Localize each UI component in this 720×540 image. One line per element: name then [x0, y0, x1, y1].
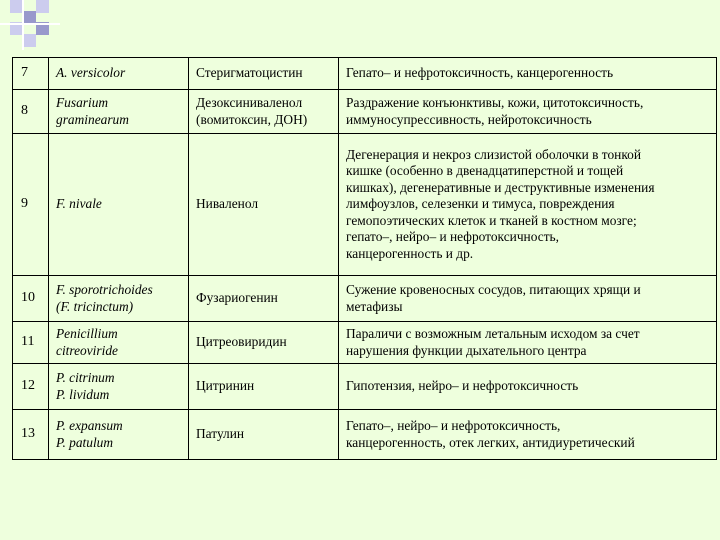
row-number: 10: [13, 276, 49, 322]
species-cell-line: Penicillium: [56, 326, 118, 341]
toxin-cell-line: (вомитоксин, ДОН): [196, 111, 308, 127]
row-number: 12: [13, 364, 49, 410]
effects-cell-line: Дегенерация и некроз слизистой оболочки в тонкой: [346, 146, 642, 162]
effects-cell: [339, 322, 717, 364]
effects-cell: [339, 58, 717, 90]
toxin-cell-line: Ниваленол: [196, 196, 259, 212]
table-row: [13, 90, 717, 134]
effects-cell-line: канцерогенность и др.: [346, 245, 474, 261]
effects-cell-line: кишках), дегенеративные и деструктивные изменения: [346, 179, 655, 195]
toxin-cell: [189, 134, 339, 276]
deco-square-light: [36, 0, 49, 13]
effects-cell-line: Гепато– и нефротоксичность, канцерогенность: [346, 65, 614, 81]
species-cell-line: graminearum: [56, 111, 129, 127]
effects-cell: [339, 364, 717, 410]
effects-cell: [339, 276, 717, 322]
effects-cell-line: лимфоузлов, селезенки и тимуса, повреждения: [346, 196, 615, 212]
row-number: 7: [13, 58, 49, 90]
toxin-cell: [189, 276, 339, 322]
species-cell: [49, 58, 189, 90]
species-cell: [49, 322, 189, 364]
table-row: [13, 276, 717, 322]
species-cell: [49, 364, 189, 410]
effects-cell-line: Сужение кровеносных сосудов, питающих хрящи и: [346, 282, 641, 297]
corner-decoration: [0, 0, 60, 50]
deco-square-light: [23, 34, 36, 47]
species-cell: [49, 134, 189, 276]
effects-cell-line: иммуносупрессивность, нейротоксичность: [346, 111, 592, 127]
species-cell-line: P. patulum: [56, 434, 114, 450]
table-row: [13, 322, 717, 364]
row-number: 8: [13, 90, 49, 134]
effects-cell-line: нарушения функции дыхательного центра: [346, 342, 587, 358]
toxin-cell: [189, 322, 339, 364]
toxin-cell-line: Цитринин: [196, 378, 255, 394]
toxin-cell-line: Патулин: [196, 426, 245, 442]
toxin-cell-line: Стеригматоцистин: [196, 65, 303, 81]
toxin-cell-line: Фузариогенин: [196, 290, 278, 306]
effects-cell-line: канцерогенность, отек легких, антидиуретический: [346, 434, 635, 450]
effects-cell-line: кишке (особенно в двенадцатиперстной и тощей: [346, 163, 624, 179]
toxin-cell: [189, 90, 339, 134]
effects-cell: [339, 134, 717, 276]
table-row: [13, 410, 717, 460]
toxin-cell-line: Дезоксиниваленол: [196, 95, 303, 110]
toxin-cell: [189, 410, 339, 460]
mycotoxin-table-body: [13, 58, 717, 460]
effects-cell: [339, 90, 717, 134]
table-row: [13, 134, 717, 276]
species-cell-line: F. nivale: [56, 196, 102, 212]
species-cell: [49, 410, 189, 460]
species-cell: [49, 90, 189, 134]
effects-cell-line: гемопоэтических клеток и тканей в костном мозге;: [346, 212, 637, 228]
table-row: [13, 58, 717, 90]
toxin-cell: [189, 58, 339, 90]
species-cell-line: P. citrinum: [56, 370, 115, 385]
effects-cell-line: Параличи с возможным летальным исходом за счет: [346, 326, 640, 341]
effects-cell-line: Гепато–, нейро– и нефротоксичность,: [346, 418, 561, 433]
effects-cell: [339, 410, 717, 460]
toxin-cell: [189, 364, 339, 410]
deco-line-horizontal: [0, 23, 60, 25]
row-number: 9: [13, 134, 49, 276]
deco-line-vertical: [22, 0, 24, 50]
effects-cell-line: Гипотензия, нейро– и нефротоксичность: [346, 378, 579, 394]
row-number: 11: [13, 322, 49, 364]
species-cell-line: citreoviride: [56, 342, 118, 358]
toxin-cell-line: Цитреовиридин: [196, 334, 287, 350]
row-number: 13: [13, 410, 49, 460]
species-cell-line: Fusarium: [56, 95, 109, 110]
species-cell: [49, 276, 189, 322]
species-cell-line: (F. tricinctum): [56, 298, 134, 314]
effects-cell-line: Раздражение конъюнктивы, кожи, цитотоксичность,: [346, 95, 644, 110]
mycotoxin-table: [12, 57, 717, 460]
table-row: [13, 364, 717, 410]
effects-cell-line: метафизы: [346, 298, 403, 314]
species-cell-line: P. lividum: [56, 386, 110, 402]
species-cell-line: A. versicolor: [56, 65, 126, 81]
species-cell-line: P. expansum: [56, 418, 123, 433]
effects-cell-line: гепато–, нейро– и нефротоксичность,: [346, 229, 560, 245]
species-cell-line: F. sporotrichoides: [56, 282, 153, 297]
